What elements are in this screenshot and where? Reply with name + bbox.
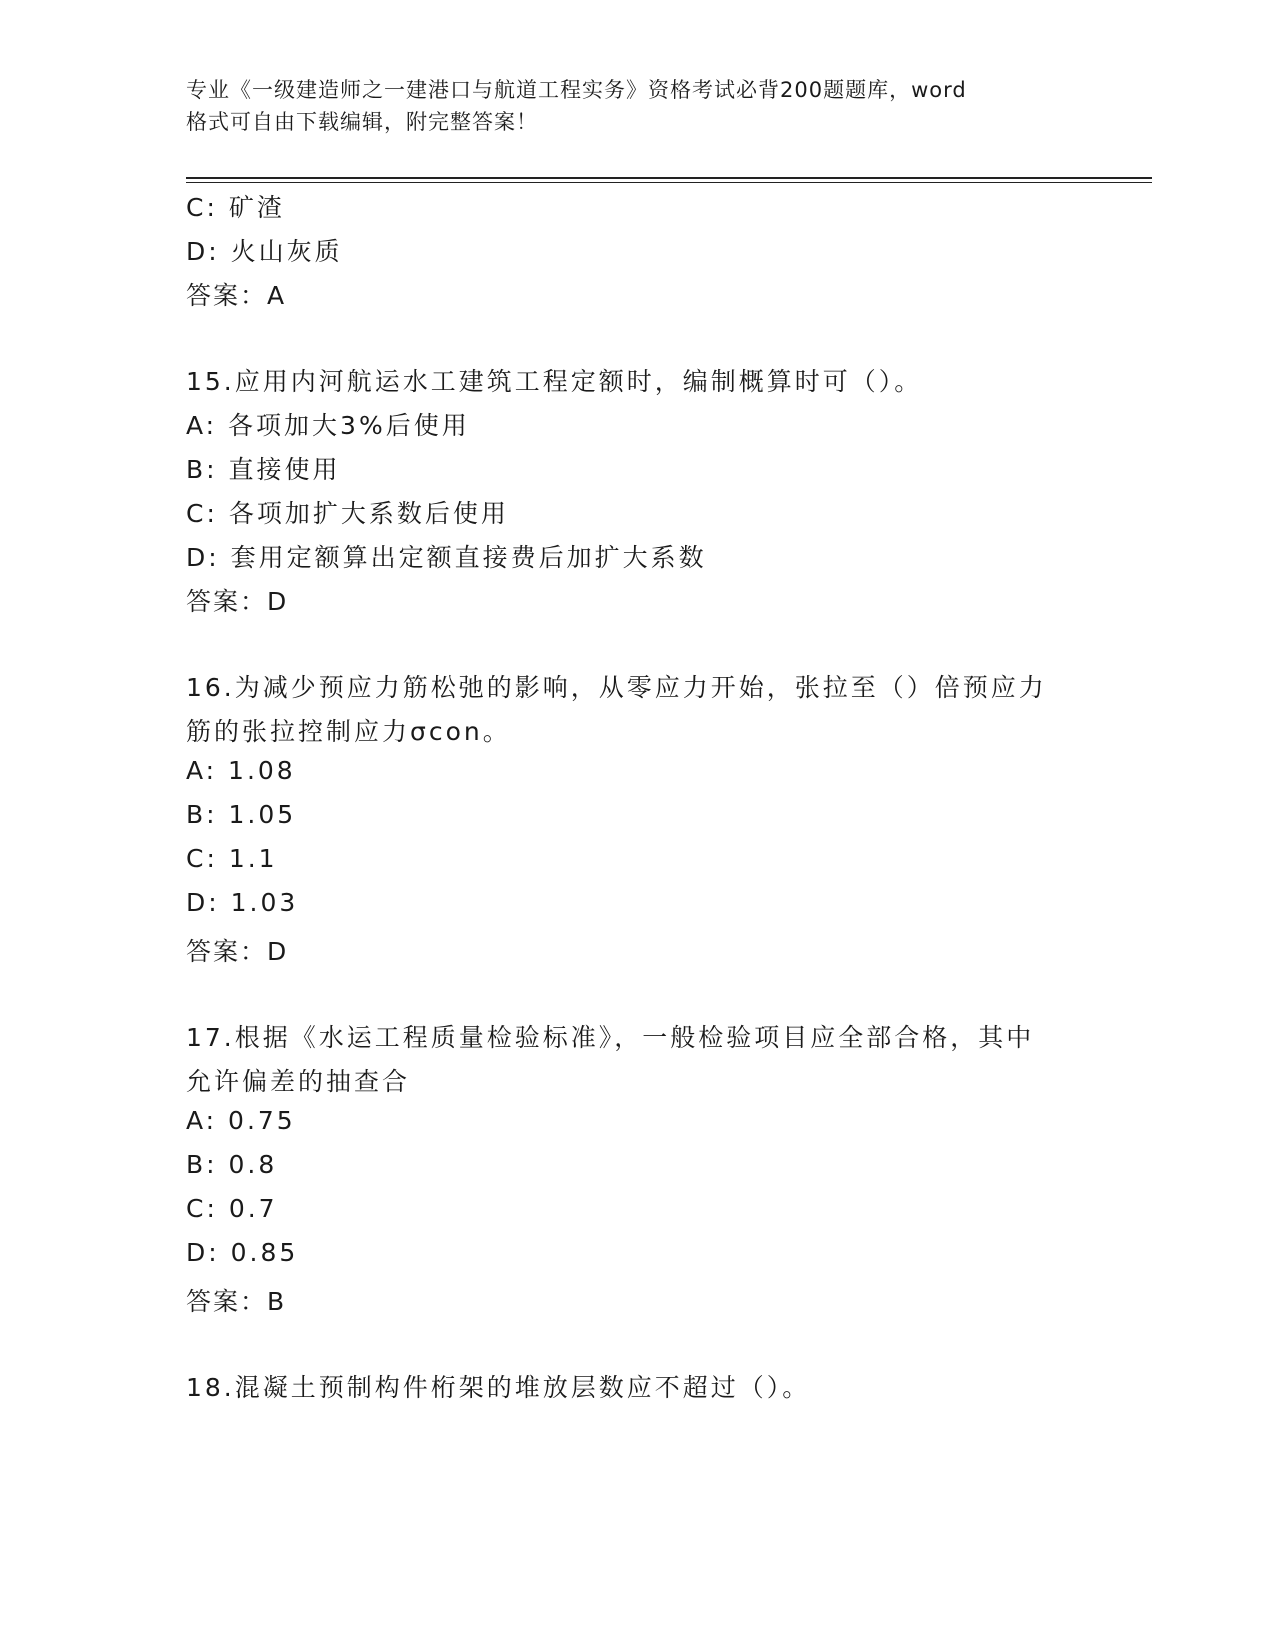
option-b: B: 直接使用 <box>186 455 341 484</box>
answer-value: A <box>267 281 286 310</box>
option-a: A: 1.08 <box>186 756 296 785</box>
option-c: C: 各项加扩大系数后使用 <box>186 499 509 528</box>
header-line-2: 格式可自由下载编辑，附完整答案！ <box>186 110 538 134</box>
option-a: A: 各项加大3%后使用 <box>186 411 470 440</box>
option-b: B: 0.8 <box>186 1150 278 1179</box>
option-a: A: 0.75 <box>186 1106 296 1135</box>
option-d: D: 火山灰质 <box>186 237 343 266</box>
question-stem-line-2: 允许偏差的抽查合 <box>186 1067 411 1096</box>
answer-line <box>186 276 285 312</box>
option-d: D: 1.03 <box>186 888 299 917</box>
option-b: B: 1.05 <box>186 800 297 829</box>
option-d: D: 0.85 <box>186 1238 299 1267</box>
question-stem-line-1: 16.为减少预应力筋松弛的影响，从零应力开始，张拉至（）倍预应力 <box>186 673 1047 702</box>
document-header <box>186 74 1066 138</box>
answer-value: D <box>267 937 288 966</box>
question-stem: 15.应用内河航运水工建筑工程定额时，编制概算时可（）。 <box>186 367 923 396</box>
header-divider <box>186 177 1152 179</box>
option-c: C: 矿渣 <box>186 193 285 222</box>
answer-label: 答案： <box>186 587 268 616</box>
option-c: C: 1.1 <box>186 844 278 873</box>
option-d: D: 套用定额算出定额直接费后加扩大系数 <box>186 543 707 572</box>
answer-line <box>186 1282 285 1318</box>
question-stem-line-1: 17.根据《水运工程质量检验标准》，一般检验项目应全部合格，其中 <box>186 1023 1035 1052</box>
header-line-1: 专业《一级建造师之一建港口与航道工程实务》资格考试必背200题题库，word <box>186 78 967 102</box>
question-stem-line-2: 筋的张拉控制应力σcon。 <box>186 717 511 746</box>
answer-value: B <box>267 1287 286 1316</box>
answer-line <box>186 932 287 968</box>
answer-label: 答案： <box>186 1287 268 1316</box>
answer-line <box>186 582 287 618</box>
question-stem: 18.混凝土预制构件桁架的堆放层数应不超过（）。 <box>186 1373 811 1402</box>
option-c: C: 0.7 <box>186 1194 278 1223</box>
answer-value: D <box>267 587 288 616</box>
answer-label: 答案： <box>186 281 268 310</box>
header-divider-thin <box>186 182 1152 183</box>
answer-label: 答案： <box>186 937 268 966</box>
